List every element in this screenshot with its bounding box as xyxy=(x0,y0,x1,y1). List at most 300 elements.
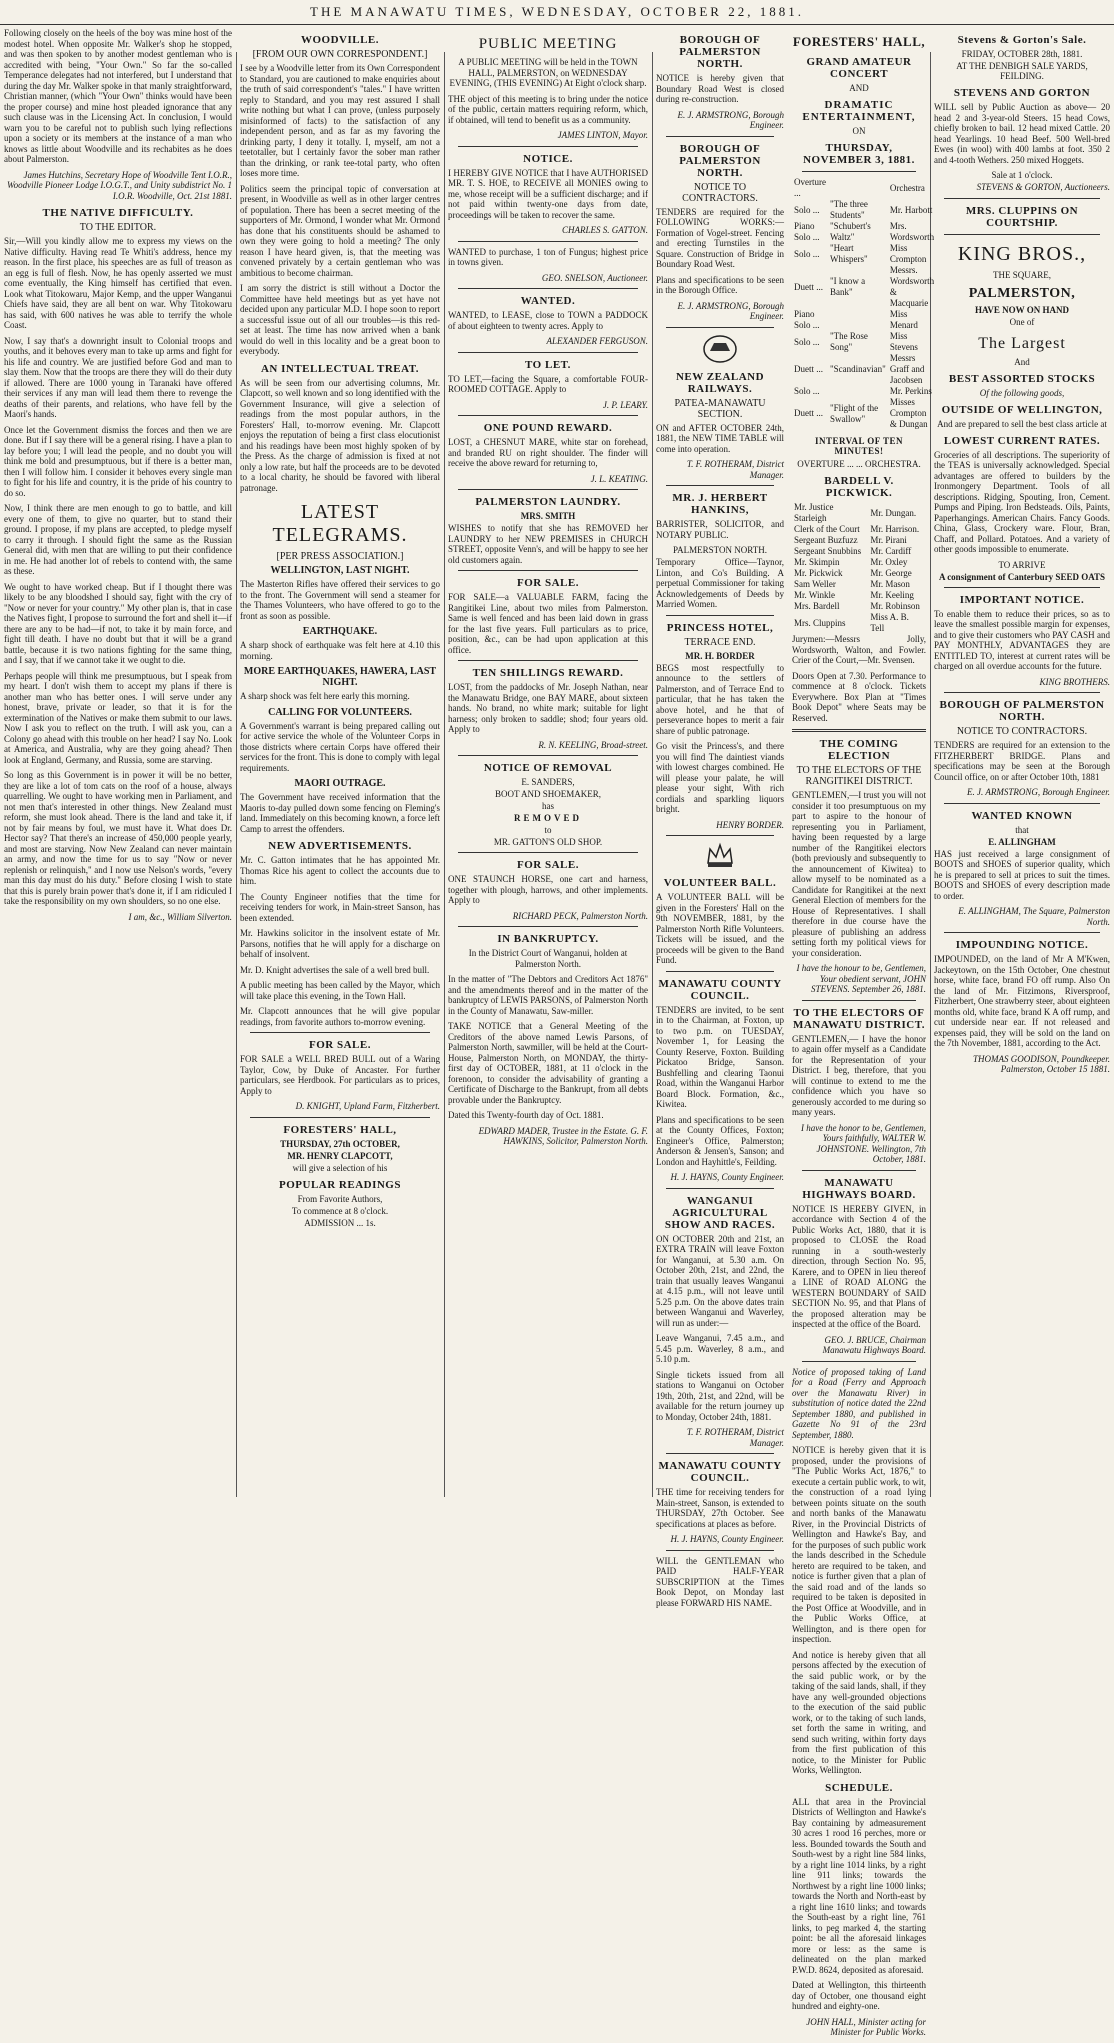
signature: HENRY BORDER. xyxy=(716,819,784,830)
signature: THOMAS GOODISON, Poundkeeper. Palmerston, October 15 1881. xyxy=(973,1053,1110,1074)
cast-role: Mrs. Cluppins xyxy=(794,617,846,628)
cast-role: Sergeant Buzfuzz xyxy=(794,535,858,545)
article-text: As will be seen from our advertising columns, Mr. Clapcott, so well known and so long identified with the Government Insurance, will give a selection of readings from the most popular authors, in the Foresters' Hall, to-morrow evening. Mr. Clapcott enjoys the reputation of being a first class elocutionist and his readings have been most highly spoken of by the Press. As the charge of admission is fixed at not only a low rate, but half the proceeds are to be devoted to a local charity, he should be favored with liberal patronage. xyxy=(240,377,440,493)
program-item: Overture ... xyxy=(794,177,826,198)
ad-line: THE SQUARE, xyxy=(993,269,1051,280)
ad-subheading: TERRACE END. xyxy=(684,636,756,648)
ad-heading: MRS. CLUPPINS ON COURTSHIP. xyxy=(965,204,1079,229)
program-row xyxy=(792,386,936,397)
ad-text: HAS just received a large consignment of BOOTS and SHOES of superior quality, which he is prepared to sell at prices to suit the times. BOOTS and SHOES of every description made to order. xyxy=(934,848,1110,901)
ad-text: THE object of this meeting is to bring under the notice of the public, certain matters requiring reform, which, if obtained, will tend to benefit us as a community. xyxy=(448,93,648,125)
telegram-text: The Government have received information that the Maoris to-day pulled down some fencing on Fleming's land. Immediately on this becoming known, a force left Camp to arrest the offenders. xyxy=(240,792,440,834)
signature: R. N. KEELING, Broad-street. xyxy=(538,739,648,750)
program-title: "I know a Bank" xyxy=(829,276,866,297)
ad-heading: WANTED KNOWN xyxy=(971,809,1073,822)
divider xyxy=(458,489,638,490)
article-subheading: [FROM OUR OWN CORRESPONDENT.] xyxy=(252,49,428,60)
article-heading: NEW ADVERTISEMENTS. xyxy=(268,840,412,852)
ad-summary: The County Engineer notifies that the time for receiving tenders for work, in Main-street Sanson, has been extended. xyxy=(240,891,440,923)
cast-role: Clerk of the Court xyxy=(794,524,860,534)
ad-text: NOTICE is hereby given that it is proposed, under the provisions of "The Public Works Act, 1876," to execute a certain public work, to wit, the construction of a road lying between points situate on the south and north banks of the Manawatu River, in the Provincial Districts of Wellington and Hawke's Bay, and for the purposes of such public work the lands described in the Schedule hereto are required to be taken, and notice is further given that a plan of the said road and of the lands so required to be taken is deposited in the Post Office at Woodville, and in the Public Works Office, at Wellington, and is there open for inspection. xyxy=(792,1445,926,1644)
ad-heading: IN BANKRUPTCY. xyxy=(497,933,599,945)
ad-text: WISHES to notify that she has REMOVED her LAUNDRY to her NEW PREMISES in CHURCH STREET, opposite Venn's, and will be happy to see her old customers again. xyxy=(448,523,648,565)
ad-text: Groceries of all descriptions. The superiority of the TEAS is universally acknowledged. Special advantages are offered to builders by the Ironmongery Department. Tools of all descriptions. Ridging, Spouting, Iron, Cement. Pumps and Piping. Iron Bedsteads. Oils, Paints, Paperhangings. American Chairs. Fancy Goods. China, Glass, Crockery ware. Flour, Bran, Chaff, and Pollard. Potatoes. And a variety of other goods impossible to enumerate. xyxy=(934,449,1110,554)
ad-line: MR. HENRY CLAPCOTT, xyxy=(287,1150,393,1161)
ad-line: THURSDAY, 27th OCTOBER, xyxy=(280,1138,400,1149)
column-1 xyxy=(4,28,232,1497)
ad-text: Plans and specifications to be seen at the County Offices, Foxton; Engineer's Office, Palmerston; Anderson & Jensen's, Sanson; and London and Hayhittle's, Feilding. xyxy=(656,1114,784,1167)
ad-line: E. SANDERS, xyxy=(521,777,575,787)
ad-line: FRIDAY, OCTOBER 28th, 1881. xyxy=(961,49,1083,59)
telegram-text: A sharp shock was felt here early this morning. xyxy=(240,691,410,701)
ad-text: NOTICE IS HEREBY GIVEN, in accordance with Section 4 of the Public Works Act, 1880, that it is proposed to CLOSE the Road running in a south-westerly direction, through Section No. 95, Karere, and to OPEN in lieu thereof a LINE of ROAD ALONG the WESTERN BOUNDARY of SAID SECTION No. 95, and that Plans of the proposed alteration may be inspected at the office of the Board. xyxy=(792,1203,926,1329)
newspaper-page xyxy=(0,24,1114,2037)
divider xyxy=(250,1117,430,1118)
divider xyxy=(666,971,774,972)
signature: KING BROTHERS. xyxy=(1039,676,1110,687)
telegram-heading: MAORI OUTRAGE. xyxy=(294,778,386,789)
program-row xyxy=(792,221,936,243)
ad-text: A VOLUNTEER BALL will be given in the Foresters' Hall on the 9th NOVEMBER, 1881, by the Palmerston North Rifle Volunteers. Tickets will be issued, and the proceeds will be given to the Band Fund. xyxy=(656,892,784,965)
cast-row xyxy=(792,612,926,634)
cast-role: Mr. Justice Starleigh xyxy=(794,502,834,523)
cast-row xyxy=(792,557,926,568)
ad-line: One of xyxy=(1009,316,1035,327)
ad-text: NOTICE is hereby given that Boundary Road West is closed during re-construction. xyxy=(656,73,784,104)
cast-row xyxy=(792,546,926,557)
divider xyxy=(458,241,638,242)
signature: H. J. HAYNS, County Engineer. xyxy=(670,1534,784,1544)
ad-heading: VOLUNTEER BALL. xyxy=(663,877,777,889)
ad-text: To enable them to reduce their prices, so as to leave the smallest possible margin for expenses, and to give their customers who PAY CASH and PAY MONTHLY, ADVANTAGES they are ENTITLED TO, interest at current rates will be charged on all overdue accounts for the future. xyxy=(934,608,1110,671)
signature: E. J. ARMSTRONG, Borough Engineer. xyxy=(677,300,784,321)
program-perf: Miss Menard xyxy=(889,309,918,330)
ad-heading: BOROUGH OF PALMERSTON NORTH. xyxy=(679,34,761,70)
signature: JOHN HALL, Minister acting for Minister for Public Works. xyxy=(806,2016,926,2037)
ad-heading: IMPORTANT NOTICE. xyxy=(959,593,1085,606)
ad-text: FOR SALE—a VALUABLE FARM, facing the Rangitikei Line, about two miles from Palmerston. Same is well fenced and has been laid down in grass for the last five years. Full particulars as to price, position, &c., can be had upon application at this office. xyxy=(448,592,648,655)
ad-line: has xyxy=(542,801,554,811)
program-row xyxy=(792,331,936,353)
ad-text: Dated at Wellington, this thirteenth day of October, one thousand eight hundred and eighty-one. xyxy=(792,1980,926,2011)
ad-summary: Mr. C. Gatton intimates that he has appointed Mr. Thomas Rice his agent to collect the accounts due to him. xyxy=(240,855,440,886)
ad-heading: PALMERSTON, xyxy=(968,285,1076,301)
program-item: Duett ... xyxy=(794,281,823,292)
signature: I have the honor to be, Gentlemen, Yours faithfully, WALTER W. JOHNSTONE. Wellington, 7th October, 1881. xyxy=(801,1122,926,1164)
ad-line: ADMISSION ... 1s. xyxy=(304,1217,376,1228)
telegram-text: A Government's warrant is being prepared calling out for active service the whole of the Volunteer Corps in those districts where certain Corps have offered their services for the front. This is done to comply with legal requirements. xyxy=(240,720,440,773)
program-title: "Flight of the Swallow" xyxy=(829,402,879,424)
signature: J. P. LEARY. xyxy=(602,399,648,410)
signature: GEO. SNELSON, Auctioneer. xyxy=(541,272,648,283)
cast-actor: Mr. Dungan. xyxy=(870,507,917,518)
ad-text: GENTLEMEN,— I have the honor to again offer myself as a Candidate for the Representation of your District. I beg, therefore, that you will continue to extend to me the confidence which you have so generously accorded to me during so many years. xyxy=(792,1033,926,1117)
column-rule xyxy=(236,52,237,1497)
ad-heading: WANGANUI AGRICULTURAL SHOW AND RACES. xyxy=(664,1194,776,1231)
concert-heading: DRAMATIC ENTERTAINMENT, xyxy=(802,99,916,123)
ad-text: In the matter of "The Debtors and Creditors Act 1876" and the amendments thereof and in the matter of the bankruptcy of LEWIS PARSONS, of Palmerston North in the County of Manawatu, Saw-miller. xyxy=(448,974,648,1016)
divider xyxy=(666,835,774,836)
divider xyxy=(792,729,926,732)
ad-heading: TO LET. xyxy=(525,358,571,371)
signature: RICHARD PECK, Palmerston North. xyxy=(512,910,648,921)
cast-row xyxy=(792,590,926,601)
divider xyxy=(666,1550,774,1551)
ad-summary: Mr. Clapcott announces that he will give popular readings, from favorite authors to-morrow evening. xyxy=(240,1006,440,1027)
signature: T. F. ROTHERAM, District Manager. xyxy=(686,459,784,480)
ad-heading: FORESTERS' HALL, xyxy=(283,1123,397,1136)
signature: I am, &c., William Silverton. xyxy=(128,911,232,922)
ad-line: To commence at 8 o'clock. xyxy=(291,1205,389,1216)
divider xyxy=(458,146,638,147)
cast-role: Sergeant Snubbins xyxy=(794,546,862,556)
program-title xyxy=(828,309,888,331)
ad-text: WILL the GENTLEMAN who PAID HALF-YEAR SUBSCRIPTION at the Times Book Depot, on Monday last please FORWARD HIS NAME. xyxy=(656,1555,784,1608)
divider xyxy=(802,1000,916,1001)
article-text: Perhaps people will think me presumptuous, but I speak from my heart. I don't wish them to accept my plans if there is another man who has better ones. I will serve under any honest, brave, private or leader, so that it is for the extermination of the Natives or make them submit to our laws. Now I ask you to reflect on the truth. I will ask you, can a Colony go ahead with this trouble on her head? I say No. Look at America, and Australia, why are they going ahead? Then look at England, Germany, and Russia, some are starving. xyxy=(4,670,232,765)
ad-heading: NEW ZEALAND RAILWAYS. xyxy=(675,370,765,395)
divider xyxy=(944,932,1100,933)
ad-heading: Stevens & Gorton's Sale. xyxy=(957,34,1087,46)
ad-line: REMOVED xyxy=(514,813,582,823)
cast-row xyxy=(792,524,926,535)
article-heading: THE NATIVE DIFFICULTY. xyxy=(42,207,194,219)
ad-line: And xyxy=(1014,356,1030,367)
program-perf: Mr. Harbott xyxy=(889,204,933,215)
ad-heading: LOWEST CURRENT RATES. xyxy=(943,434,1101,447)
divider xyxy=(458,352,638,353)
ad-line: ON xyxy=(852,126,866,136)
program-title: "Schubert's Waltz" xyxy=(829,221,871,242)
program-title: "The three Students" xyxy=(829,199,868,220)
cast-actor: Mr. George xyxy=(870,568,912,578)
divider xyxy=(666,485,774,486)
ad-heading: STEVENS AND GORTON xyxy=(953,87,1091,99)
program-perf: Misses Crompton & Dungan xyxy=(889,397,928,429)
ad-text: FOR SALE a WELL BRED BULL out of a Waring Taylor, Cow, by Duke of Ancaster. For further particulars, see Herdbook. For particulars as to prices, Apply to xyxy=(240,1054,440,1096)
ad-text: TO LET,—facing the Square, a comfortable FOUR-ROOMED COTTAGE. Apply to xyxy=(448,373,648,394)
ad-summary: Mr. D. Knight advertises the sale of a well bred bull. xyxy=(240,964,430,975)
program-item: Solo ... xyxy=(794,204,820,215)
signature: STEVENS & GORTON, Auctioneers. xyxy=(976,182,1110,192)
telegram-heading: EARTHQUAKE. xyxy=(302,626,378,637)
ad-heading: TEN SHILLINGS REWARD. xyxy=(472,667,624,679)
ad-text: Jurymen:—Messrs Jolly, Wordsworth, Walton, and Fowler. Crier of the Court,—Mr. Svensen. xyxy=(792,634,926,665)
divider xyxy=(458,852,638,853)
program-item: Solo ... xyxy=(794,248,820,259)
article-text: Now, I say that's a downright insult to Colonial troops and youths, and it behoves every man to take up arms and fight for his life and country. We are justified before God and man to slay them. Now that the troops are there they will do their duty if allowed. There are 1000 young in Taranaki have offered their services if any man will lead them there to revenge the deaths of their parents, and relations, who have fell by the Maori's hands. xyxy=(4,335,232,419)
signature: ALEXANDER FERGUSON. xyxy=(546,336,648,346)
concert-heading: GRAND AMATEUR CONCERT xyxy=(806,56,912,80)
ad-text: Temporary Office—Taynor, Linton, and Co's Building. A perpetual Commissioner for taking Acknowledgements of Deeds by Married Women. xyxy=(656,557,784,609)
divider xyxy=(666,615,774,616)
program-perf: Messrs Graff and Jacobsen xyxy=(889,353,925,385)
program-perf: Mr. Perkins xyxy=(889,386,932,396)
subcolumn-right xyxy=(792,28,935,2043)
ad-heading: ONE POUND REWARD. xyxy=(483,422,613,434)
program-row xyxy=(792,199,936,221)
ad-heading: THE COMING ELECTION xyxy=(819,738,899,762)
signature: I have the honour to be, Gentlemen, Your obedient servant, JOHN STEVENS. September 26, 1881. xyxy=(796,963,926,994)
column-4 xyxy=(656,28,935,2037)
cast-actor: Mr. Keeling xyxy=(870,590,914,600)
cast-actor: Mr. Cardiff xyxy=(870,546,912,556)
program-item: Piano Solo ... xyxy=(794,309,820,330)
program-row xyxy=(792,243,936,265)
railway-crest-icon xyxy=(700,333,740,365)
ad-heading: PALMERSTON LAUNDRY. xyxy=(475,496,621,508)
signature: E. ALLINGHAM, The Square, Palmerston North. xyxy=(958,906,1110,927)
telegram-heading: WELLINGTON, LAST NIGHT. xyxy=(270,565,410,576)
crown-crest-icon xyxy=(702,841,738,871)
ad-heading: The Largest xyxy=(978,334,1066,352)
ad-text: Plans and specifications to be seen in the Borough Office. xyxy=(656,274,784,295)
ad-text: Notice of proposed taking of Land for a Road (Ferry and Approach over the Manawatu River) in substitution of notice dated the 22nd September 1880, and published in Gazette No 91 of the 23rd September, 1880. xyxy=(792,1366,926,1440)
ad-text: I HEREBY GIVE NOTICE that I have AUTHORISED MR. T. S. HOE, to RECEIVE all MONIES owing to me, whose receipt will be a sufficient discharge; and if not paid within twenty-one days from date, proceedings will be taken to recover the same. xyxy=(448,167,648,220)
program-title: "The Rose Song" xyxy=(829,331,868,352)
program-perf: Miss Crompton xyxy=(889,243,927,264)
ad-subheading: PATEA-MANAWATU SECTION. xyxy=(674,397,766,420)
cast-role: Sam Weller xyxy=(794,579,836,589)
divider xyxy=(802,1361,916,1362)
cast-role: Mrs. Bardell xyxy=(794,601,840,611)
telegram-text: The Masterton Rifles have offered their services to go to the front. The Government will send a steamer for the Thames Volunteers, who have offered to go to the front as soon as possible. xyxy=(240,579,440,621)
program-title: "Heart Whispers" xyxy=(829,243,868,264)
ad-line: MRS. SMITH xyxy=(520,511,576,521)
masthead: THE MANAWATU TIMES, WEDNESDAY, OCTOBER 22, 1881. xyxy=(0,0,1114,25)
ad-line: PALMERSTON NORTH. xyxy=(673,545,767,555)
article-text: Now, I think there are men enough to go to battle, and kill every one of them, to give no quarter, but to stand their ground. I propose, if my plans are accepted, to pledge myself to carry it through. I should fight the same as the Russian General did, with men that are willing to put their confidence in me. He had another lot of rebels to contend with, the same as these. xyxy=(4,503,232,576)
ad-heading: OUTSIDE OF WELLINGTON, xyxy=(941,403,1103,416)
ad-heading: BEST ASSORTED STOCKS xyxy=(948,372,1096,385)
ad-line: HAVE NOW ON HAND xyxy=(975,304,1069,315)
article-text: So long as this Government is in power it will be no better, they are like a lot of tom cats on the roof of a house, always quarrelling. We ought to have working men in Parliament, and not men that's interested in other things. New Zealand must reform, she must look ahead. There is the land and take it, if not by fair means by foul, we must have it. What does Dr. Hector say? That there's an increase of 450,000 people yearly, and most are starving. Now New Zealand can never maintain an army, and now the time for us to say "Now or never replenish or relinquish," and I now use Nelson's words, "every man this day must do his duty." Before closing I wish to state that this is purely brain power that's done it, if I am ridiculed I take the responsibility on my own shoulders, so no one else. xyxy=(4,770,232,906)
ad-line: Of the following goods, xyxy=(979,387,1065,398)
ad-text: ON and AFTER OCTOBER 24th, 1881, the NEW TIME TABLE will come into operation. xyxy=(656,422,784,454)
ad-line: TO ARRIVE xyxy=(998,559,1046,570)
ad-text: Doors Open at 7.30. Performance to commence at 8 o'clock. Tickets Everywhere. Box Plan at "Times Book Depot" where Seats may be Reserved. xyxy=(792,670,926,723)
ad-heading: WANTED. xyxy=(520,295,576,307)
column-rule xyxy=(444,52,445,1497)
column-3 xyxy=(448,28,648,1497)
cast-role: Mr. Winkle xyxy=(794,590,835,600)
divider xyxy=(802,1170,916,1171)
ad-text: WANTED, to LEASE, close to TOWN a PADDOCK of about eighteen to twenty acres. Apply to xyxy=(448,310,648,331)
ad-heading: FOR SALE. xyxy=(517,577,579,589)
program-row xyxy=(792,353,936,386)
telegram-text: A sharp shock of earthquake was felt here at 4.10 this morning. xyxy=(240,640,440,661)
ad-line: will give a selection of his xyxy=(292,1162,388,1173)
telegram-heading: CALLING FOR VOLUNTEERS. xyxy=(268,706,412,718)
ad-heading: MR. J. HERBERT HANKINS, xyxy=(672,492,768,516)
divider xyxy=(666,136,774,137)
program-title xyxy=(828,386,888,397)
article-text: Following closely on the heels of the boy was mine host of the modest hotel. When opposite Mr. Walker's shop he stopped, and was then spoken to by another modest gentleman who is accredited with being, "Your Own." So far the so-called Temperance delegates had not interfered, but I understand that during the day Mr. Walker spoke in that manly straightforward, Christian manner, (which "Your Own" thinks would have been the proper course) and mine host pleaded ignorance that any such clause was in the Licensing Act. In conclusion, I would warn you to be careful not to publish such lying reflections upon a society or its members at the instance of a man who knows as little about Woodville and its rechabites as he does about Palmerston. xyxy=(4,28,232,164)
ad-line: E. ALLINGHAM xyxy=(988,836,1056,847)
ad-text: TENDERS are required for the FOLLOWING WORKS:— Formation of Vogel-street. Fencing and erecting Turnstiles in the Square. Construction of Bridge in Boundary Road West. xyxy=(656,206,784,269)
play-cast xyxy=(792,502,926,634)
ad-heading: BOROUGH OF PALMERSTON NORTH. xyxy=(939,699,1105,723)
article-text: Once let the Government dismiss the forces and then we are done. But if I say there will be a general rising. I have a plan to lay before you; I will lead the people, and no doubt you will think me bold and presumptuous, but if there is a better man, then I will follow him. I consider it behoves every single man to fight for his life and country, it is the pride of his country to do so. xyxy=(4,424,232,498)
cast-role: Mr. Skimpin xyxy=(794,557,840,567)
divider xyxy=(944,234,1100,235)
ad-heading: FOR SALE. xyxy=(517,859,579,871)
divider xyxy=(944,198,1100,199)
ad-heading: PRINCESS HOTEL, xyxy=(666,621,774,634)
divider xyxy=(458,288,638,289)
interval-heading: INTERVAL OF TEN MINUTES! xyxy=(814,436,904,456)
ad-text: And notice is hereby given that all persons affected by the execution of the said public work, or by the taking of the said lands, shall, if they have any well-grounded objections to the execution of the said public work, or to the taking of such lands, set forth the same in writing, and send such writing, within forty days from the first publication of this notice, to the Minister for Public Works, Wellington. xyxy=(792,1649,926,1775)
ad-line: that xyxy=(1015,824,1029,835)
divider xyxy=(250,1032,430,1033)
ad-text: LOST, a CHESNUT MARE, white star on forehead, and branded RU on right shoulder. The finder will receive the above reward for returning to, xyxy=(448,437,648,468)
ad-summary: Mr. Hawkins solicitor in the insolvent estate of Mr. Parsons, notifies that he will apply for a discharge on behalf of insolvent. xyxy=(240,928,440,959)
cast-row xyxy=(792,579,926,590)
ad-text: IMPOUNDED, on the land of Mr A M'Kwen, Jackeytown, on the 15th October, One chestnut horse, white face, brand FO off rump. Also On the land of Mr. Fitzimons, Riversproof, Fitzherbert, One strawberry steer, about eighteen months old, white face, brand K A off rump, and cut underside near ear. If not released and expenses paid, they will be sold on the land on the 7th November, 1881, according to the Act. xyxy=(934,954,1110,1048)
cast-actor: Mr. Robinson xyxy=(870,601,920,611)
program-item: Piano Solo ... xyxy=(794,221,820,242)
ad-text: TENDERS are invited, to be sent in to the Chairman, at Foxton, up to two p.m. on TUESDAY, November 1, for Leasing the County Reserve, Foxton. Building Pickatoo Bridge, Sanson. Bushfelling and clearing Taonui Road, within the Wanganui Harbor Board Block. Formation, &c., Kiwitea. xyxy=(656,1004,784,1109)
article-text: I am sorry the district is still without a Doctor the Committee have held meetings but as yet have not decided upon any particular M.D. I hope soon to report a successful issue out of all our troubles—is this red-set at least. The time has now arrived when a bank would do well in this locality and be a great boon to everybody. xyxy=(240,283,440,356)
ad-heading: KING BROS., xyxy=(957,242,1087,265)
program-perf: Mrs. Wordsworth xyxy=(889,221,935,242)
ad-heading: PUBLIC MEETING xyxy=(478,36,618,52)
divider xyxy=(944,692,1100,693)
program-item: Solo ... xyxy=(794,386,820,396)
cast-row xyxy=(792,502,926,524)
program-item: Duett ... xyxy=(794,408,823,418)
ad-subheading: NOTICE TO CONTRACTORS. xyxy=(956,726,1088,737)
ad-line: OVERTURE ... ... ORCHESTRA. xyxy=(797,459,921,469)
program-item: Solo ... xyxy=(794,336,820,347)
divider xyxy=(666,1453,774,1454)
ad-subheading: TO THE ELECTORS OF THE RANGITIKEI DISTRICT. xyxy=(796,765,922,787)
cast-row xyxy=(792,535,926,546)
ad-heading: TO THE ELECTORS OF MANAWATU DISTRICT. xyxy=(792,1006,926,1031)
cast-row xyxy=(792,601,926,612)
telegrams-heading: LATEST TELEGRAMS. xyxy=(272,501,408,546)
play-title: BARDELL V. PICKWICK. xyxy=(824,475,894,499)
divider xyxy=(458,755,638,756)
ad-heading: NOTICE OF REMOVAL xyxy=(483,762,613,774)
divider xyxy=(458,570,638,571)
ad-text: A PUBLIC MEETING will be held in the TOWN HALL, PALMERSTON, on WEDNESDAY EVENING, (THIS EVENING) At Eight o'clock sharp. xyxy=(449,57,647,88)
program-title: "Scandinavian" xyxy=(829,364,886,374)
ad-text: Go visit the Princess's, and there you will find The daintiest viands with lowest charges combined. He will please your palate, he will please your sight, With rich cordials and sparkling liquors bright. xyxy=(656,741,784,814)
cast-row xyxy=(792,568,926,579)
article-heading: WOODVILLE. xyxy=(300,34,380,46)
ad-line: A consignment of Canterbury SEED OATS xyxy=(938,571,1106,582)
article-text: We ought to have worked cheap. But if I thought there was likely to be any bloodshed I should say, fight with the cry of "Now or never for your country." My other plan is, that in case the Natives fight, I propose to surround the fort and shell it—if there are any to be had—if not, to take it by main force, and fight till death. I have no doubt but that it will be a grand battle, because it is two nations fighting for the same thing, and I say, that if we cannot take it we ought to die. xyxy=(4,581,232,665)
article-heading: AN INTELLECTUAL TREAT. xyxy=(260,362,419,375)
program-perf: Messrs. Wordsworth & Macquarie xyxy=(889,265,935,308)
concert-title: FORESTERS' HALL, xyxy=(792,34,926,49)
ad-text: Single tickets issued from all stations to Wanganui on October 19th, 20th, 21st, and 22nd, will be available for the return journey up to Monday, October 24th, 1881. xyxy=(656,1369,784,1422)
program-perf: Miss Stevens xyxy=(889,331,918,352)
ad-line: to xyxy=(544,825,552,835)
telegram-heading: MORE EARTHQUAKES, HAWERA, LAST NIGHT. xyxy=(243,666,437,688)
ad-text: LOST, from the paddocks of Mr. Joseph Nathan, near the Manawatu Bridge, one BAY MARE, about sixteen hands. No brand, no white mark; suitable for light harness; only broken to saddle; shod; four years old. Apply to xyxy=(448,682,648,734)
article-subheading: TO THE EDITOR. xyxy=(79,222,157,233)
divider xyxy=(458,415,638,416)
divider xyxy=(666,327,774,328)
ad-heading: MANAWATU HIGHWAYS BOARD. xyxy=(802,1176,916,1201)
ad-heading: MANAWATU COUNTY COUNCIL. xyxy=(658,1460,782,1484)
program-row xyxy=(792,177,936,199)
ad-line: POPULAR READINGS xyxy=(279,1178,401,1191)
cast-actor: Miss A. B. Tell xyxy=(870,612,909,633)
ad-line: AND xyxy=(849,83,869,93)
divider xyxy=(666,1188,774,1189)
ad-heading: SCHEDULE. xyxy=(825,1781,893,1794)
ad-line: MR. H. BORDER xyxy=(685,650,755,661)
subcolumn-left xyxy=(656,28,784,1613)
signature: J. L. KEATING. xyxy=(590,473,648,484)
divider xyxy=(944,803,1100,804)
ad-text: GENTLEMEN,—I trust you will not consider it too presumptuous on my part to aspire to the honour of representing you in Parliament, having been requested by a large number of the Rangitikei electors (both previously and subsequently to the announcement of Kiwitea) to allow myself to be nominated as a Candidate for Rangitikei at the next General Election of members for the House of Representatives. I shall therefore in due course have the pleasure of publishing an address setting forth my political views for your consideration. xyxy=(792,790,926,958)
signature: T. F. ROTHERAM, District Manager. xyxy=(686,1427,784,1448)
program-row xyxy=(792,309,936,331)
article-subheading: [PER PRESS ASSOCIATION.] xyxy=(276,551,404,562)
ad-line: From Favorite Authors, xyxy=(297,1193,383,1204)
ad-line: AT THE DENBIGH SALE YARDS, FEILDING. xyxy=(956,61,1088,81)
column-rule xyxy=(652,52,653,1497)
signature: JAMES LINTON, Mayor. xyxy=(557,130,648,140)
ad-heading: IMPOUNDING NOTICE. xyxy=(955,939,1089,951)
cast-actor: Mr. Oxley xyxy=(870,557,908,567)
signature: E. J. ARMSTRONG, Borough Engineer. xyxy=(967,787,1110,797)
article-text: I see by a Woodville letter from its Own Correspondent to Standard, you are cautioned to make enquiries about the truth of said correspondent's "tales." I have written reply to Standard, and you may rest assured I shall write nothing but what I can prove, (unless purposely misinformed of facts) to the satisfaction of any independent person, and as far as my favoring the drinking party, I deny it totally. I, myself, am not a teetotaller, but I certainly favor the sober man rather than the drinking, or rank tee-total party, who often loses more time. xyxy=(240,63,440,178)
divider xyxy=(458,660,638,661)
ad-line: Sale at 1 o'clock. xyxy=(991,170,1053,180)
ad-text: TENDERS are required for an extension to the FITZHERBERT BRIDGE. Plans and specifications may be seen at the Borough Council office, on or after October 10th, 1881 xyxy=(934,740,1110,782)
concert-program xyxy=(792,177,936,430)
ad-text: BARRISTER, SOLICITOR, and NOTARY PUBLIC. xyxy=(656,519,784,540)
signature: D. KNIGHT, Upland Farm, Fitzherbert. xyxy=(295,1101,440,1111)
program-title xyxy=(828,177,888,199)
ad-text: TAKE NOTICE that a General Meeting of the Creditors of the above named Lewis Parsons, of Palmerston North, sawmiller, will be held at the Court-House, Palmerston North, on MONDAY, the thirty-first day of OCTOBER, 1881, at 11 o'clock in the forenoon, to consider the advisability of granting a Certificate of Discharge to the Bankrupt, from all debts provable under the Bankruptcy. xyxy=(448,1021,648,1105)
divider xyxy=(458,926,638,927)
ad-heading: NOTICE. xyxy=(523,152,573,165)
ad-text: WANTED to purchase, 1 ton of Fungus; highest price in towns given. xyxy=(448,246,648,267)
signature: CHARLES S. GATTON. xyxy=(561,225,648,235)
ad-line: MR. GATTON'S OLD SHOP. xyxy=(493,837,603,847)
ad-text: Dated this Twenty-fourth day of Oct. 1881. xyxy=(448,1110,604,1120)
cast-actor: Mr. Harrison. xyxy=(870,524,920,534)
ad-summary: A public meeting has been called by the Mayor, which will take place this evening, in the Town Hall. xyxy=(240,980,440,1001)
ad-heading: MANAWATU COUNTY COUNCIL. xyxy=(658,977,782,1002)
cast-actor: Mr. Mason xyxy=(870,579,910,589)
signature: H. J. HAYNS, County Engineer. xyxy=(670,1172,784,1182)
ad-subheading: NOTICE TO CONTRACTORS. xyxy=(682,181,758,204)
ad-text: ALL that area in the Provincial Districts of Wellington and Hawke's Bay containing by admeasurement 30 acres 1 rood 16 perches, more or less. Bounded towards the South and South-west by a right line 584 links, by a right line 1014 links, by a right line 911 links; towards the Northwest by a right line 1000 links; towards the North and North-east by a right line 1610 links; and towards the South-east by a right line, 761 links, to peg marked 4, the starting point: be all the aforesaid linkages more or less: as the same is delineated on the plan marked P.W.D. 8624, deposited as aforesaid. xyxy=(792,1796,926,1975)
article-text: Politics seem the principal topic of conversation at present, in Woodville as well as in other larger centres of population. There has been a secret meeting of the supporters of Mr. Ormond, I wonder what Mr. Ormond has done that his constituents should be ashamed to own they were going to hold a meeting? The only reason I have heard given, is, that the meeting was convened privately by a certain gentleman who was ambitious to become chairman. xyxy=(240,183,440,278)
cast-role: Mr. Pickwick xyxy=(794,568,843,578)
ad-heading: BOROUGH OF PALMERSTON NORTH. xyxy=(679,142,761,179)
program-row xyxy=(792,265,936,309)
divider xyxy=(802,171,916,172)
ad-line: And are prepared to sell the best class article at xyxy=(937,418,1107,429)
article-text: Sir,—Will you kindly allow me to express my views on the Native difficulty. Having read Te Whiti's address, hence my reason. In the first place, his speeches are as full of treason as an egg is full of flesh. Now, he has openly asserted we must come eventually, the King himself has certified that even. Look what Titokowaru, Major Kemp, and the upper Wanganui Chiefs have said, they are all bent on war. Why Titokowaru has said, with 600 natives he was able to terrify the whole Coast. xyxy=(4,236,232,330)
ad-heading: FOR SALE. xyxy=(309,1039,371,1051)
ad-text: Leave Wanganui, 7.45 a.m., and 5.45 p.m. Waverley, 8 a.m., and 5.10 p.m. xyxy=(656,1333,784,1364)
column-2 xyxy=(240,28,440,1497)
cast-actor: Mr. Pirani xyxy=(870,535,907,545)
ad-text: ONE STAUNCH HORSE, one cart and harness, together with plough, harrows, and other implements. Apply to xyxy=(448,874,648,905)
signature: E. J. ARMSTRONG, Borough Engineer. xyxy=(677,109,784,130)
signature: EDWARD MADER, Trustee in the Estate. G. F. HAWKINS, Solicitor, Palmerston North. xyxy=(478,1125,648,1146)
signature: James Hutchins, Secretary Hope of Woodville Tent I.O.R., Woodville Pioneer Lodge I.O.G.T., and Unity subdistrict No. 1 I.O.R. Woodville, Oct. 21st 1881. xyxy=(7,169,232,201)
